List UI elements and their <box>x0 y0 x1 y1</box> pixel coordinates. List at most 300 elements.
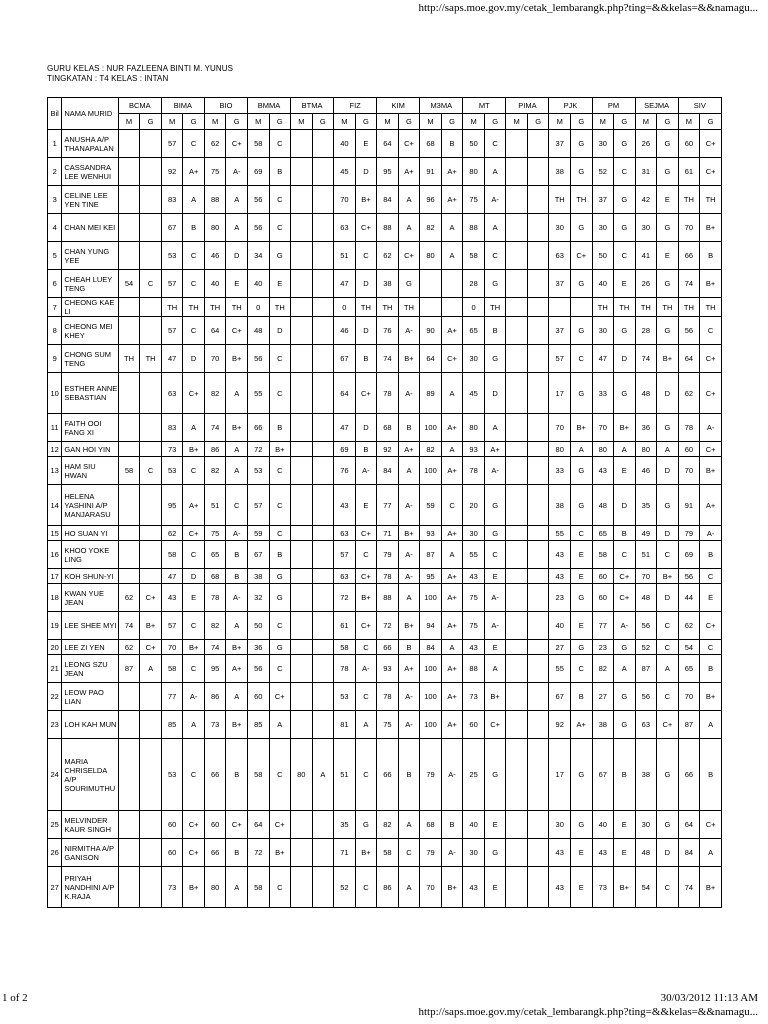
mark-cell: 62 <box>204 130 226 158</box>
mark-cell <box>291 683 313 711</box>
grade-cell: C+ <box>269 811 291 839</box>
grade-cell: C <box>269 655 291 683</box>
row-number: 10 <box>48 373 62 414</box>
print-header-url: http://saps.moe.gov.my/cetak_lembarangk.php?ting=&&kelas=&&namagu... <box>418 2 758 14</box>
mark-cell: 66 <box>678 242 700 270</box>
row-number: 13 <box>48 457 62 485</box>
grade-cell: A+ <box>570 711 592 739</box>
grade-cell: C+ <box>226 130 248 158</box>
grade-cell: C <box>570 345 592 373</box>
grade-cell: A <box>441 640 463 655</box>
grade-cell: C+ <box>700 811 722 839</box>
student-name: LEONG SZU JEAN <box>62 655 118 683</box>
grade-cell: C <box>355 739 377 811</box>
grade-cell <box>312 711 334 739</box>
mark-cell: 52 <box>334 867 356 908</box>
grade-cell: B <box>700 739 722 811</box>
mark-cell: 66 <box>377 640 399 655</box>
mark-cell: 87 <box>118 655 140 683</box>
mark-header: M <box>635 114 657 130</box>
mark-cell: 74 <box>204 414 226 442</box>
grade-cell: C+ <box>614 569 636 584</box>
mark-cell: 17 <box>549 739 571 811</box>
row-number: 17 <box>48 569 62 584</box>
student-name: MELVINDER KAUR SINGH <box>62 811 118 839</box>
mark-cell: 48 <box>635 839 657 867</box>
grade-cell: B+ <box>183 867 205 908</box>
mark-cell <box>506 345 528 373</box>
grade-cell <box>140 186 162 214</box>
grade-cell: B+ <box>183 640 205 655</box>
mark-cell <box>118 867 140 908</box>
grade-cell: D <box>657 457 679 485</box>
grade-cell: A- <box>355 457 377 485</box>
subject-header-bio: BIO <box>204 98 247 114</box>
mark-cell: 28 <box>635 317 657 345</box>
mark-cell: 52 <box>635 640 657 655</box>
grade-cell: G <box>484 526 506 541</box>
grade-cell <box>527 457 549 485</box>
grade-cell: B <box>226 739 248 811</box>
grade-cell <box>312 867 334 908</box>
mark-cell: 79 <box>678 526 700 541</box>
mark-header: M <box>291 114 313 130</box>
student-name: KOH SHUN-YI <box>62 569 118 584</box>
mark-cell: 28 <box>463 270 485 298</box>
grade-cell: B <box>226 541 248 569</box>
grade-cell <box>527 655 549 683</box>
grade-cell <box>527 526 549 541</box>
mark-cell: 66 <box>204 839 226 867</box>
grade-cell: C <box>269 373 291 414</box>
grade-cell <box>312 683 334 711</box>
grade-cell: C <box>614 158 636 186</box>
mark-cell: 64 <box>420 345 442 373</box>
grade-cell: TH <box>183 298 205 317</box>
mark-cell: 47 <box>161 569 183 584</box>
grade-header: G <box>312 114 334 130</box>
mark-cell: 33 <box>592 373 614 414</box>
grade-cell: C+ <box>226 317 248 345</box>
mark-cell: 47 <box>592 345 614 373</box>
mark-cell: 72 <box>247 839 269 867</box>
grade-header: G <box>183 114 205 130</box>
mark-cell: 73 <box>161 867 183 908</box>
table-row <box>48 640 722 655</box>
mark-cell <box>118 186 140 214</box>
mark-cell <box>118 839 140 867</box>
row-number: 11 <box>48 414 62 442</box>
mark-cell: 59 <box>420 485 442 526</box>
student-name: CHEAH LUEY TENG <box>62 270 118 298</box>
grade-cell: TH <box>484 298 506 317</box>
table-row <box>48 186 722 214</box>
grade-cell: B <box>226 569 248 584</box>
mark-cell <box>506 214 528 242</box>
mark-cell <box>291 270 313 298</box>
mark-cell: 78 <box>204 584 226 612</box>
grade-cell <box>527 711 549 739</box>
table-row <box>48 298 722 317</box>
mark-cell: 84 <box>377 186 399 214</box>
grade-cell: B <box>700 242 722 270</box>
mark-cell <box>291 345 313 373</box>
mark-cell: 38 <box>377 270 399 298</box>
mark-cell <box>291 655 313 683</box>
mark-cell: 57 <box>334 541 356 569</box>
grade-cell: E <box>700 584 722 612</box>
grade-cell: D <box>355 317 377 345</box>
mark-cell: 67 <box>592 739 614 811</box>
grade-cell: C <box>269 612 291 640</box>
mark-cell <box>506 158 528 186</box>
grade-cell <box>527 214 549 242</box>
mark-cell: 72 <box>334 584 356 612</box>
grade-cell: A <box>183 414 205 442</box>
grade-cell: D <box>269 317 291 345</box>
mark-cell: 43 <box>549 839 571 867</box>
mark-cell: 70 <box>334 186 356 214</box>
grade-cell: G <box>614 130 636 158</box>
row-number: 6 <box>48 270 62 298</box>
grade-cell: G <box>269 640 291 655</box>
mark-cell: 100 <box>420 683 442 711</box>
mark-cell <box>291 711 313 739</box>
mark-cell: 51 <box>334 739 356 811</box>
mark-cell: 43 <box>592 839 614 867</box>
mark-cell: 78 <box>377 569 399 584</box>
mark-cell: 84 <box>420 640 442 655</box>
table-row <box>48 242 722 270</box>
grade-cell: G <box>614 214 636 242</box>
table-row <box>48 158 722 186</box>
mark-cell <box>506 655 528 683</box>
mark-cell: 100 <box>420 711 442 739</box>
grade-cell: D <box>614 345 636 373</box>
row-number: 5 <box>48 242 62 270</box>
grade-cell: A <box>398 584 420 612</box>
mark-cell: 72 <box>377 612 399 640</box>
mark-cell: 55 <box>463 541 485 569</box>
mark-cell: 60 <box>678 442 700 457</box>
grade-cell: D <box>657 584 679 612</box>
grade-cell: C <box>570 526 592 541</box>
mark-cell <box>118 526 140 541</box>
mark-cell <box>506 442 528 457</box>
grade-cell: C <box>269 739 291 811</box>
mark-cell: 51 <box>204 485 226 526</box>
grade-cell: C <box>398 839 420 867</box>
mark-cell: 87 <box>678 711 700 739</box>
mark-cell: 51 <box>635 541 657 569</box>
mark-cell: 40 <box>247 270 269 298</box>
grade-cell: C <box>700 569 722 584</box>
grade-cell: B <box>570 683 592 711</box>
mark-cell: 100 <box>420 655 442 683</box>
mark-cell: 42 <box>635 186 657 214</box>
mark-cell: 74 <box>118 612 140 640</box>
mark-cell: 64 <box>204 317 226 345</box>
mark-cell: 65 <box>678 655 700 683</box>
mark-cell: 40 <box>592 811 614 839</box>
mark-cell: 46 <box>334 317 356 345</box>
grade-cell: A- <box>484 584 506 612</box>
grade-cell: A+ <box>441 569 463 584</box>
grade-cell <box>312 345 334 373</box>
grade-cell: TH <box>614 298 636 317</box>
grade-cell: A+ <box>183 158 205 186</box>
grade-cell: C+ <box>614 584 636 612</box>
mark-cell: 95 <box>204 655 226 683</box>
student-name: CHONG SUM TENG <box>62 345 118 373</box>
mark-cell <box>291 414 313 442</box>
table-row <box>48 345 722 373</box>
print-datetime: 30/03/2012 11:13 AM <box>660 992 758 1004</box>
mark-cell: 85 <box>247 711 269 739</box>
grade-cell: A- <box>398 569 420 584</box>
table-row <box>48 683 722 711</box>
mark-cell: 58 <box>247 867 269 908</box>
mark-cell: 58 <box>592 541 614 569</box>
grade-cell: C <box>269 130 291 158</box>
mark-cell: 88 <box>463 214 485 242</box>
mark-cell: 60 <box>463 711 485 739</box>
mark-cell: 40 <box>204 270 226 298</box>
grade-cell: C <box>614 541 636 569</box>
mark-cell: 86 <box>204 442 226 457</box>
mark-cell <box>506 867 528 908</box>
mark-header: M <box>420 114 442 130</box>
grade-cell: B <box>441 130 463 158</box>
grade-cell: B+ <box>700 214 722 242</box>
mark-cell: 30 <box>549 811 571 839</box>
grade-header: G <box>570 114 592 130</box>
row-number: 27 <box>48 867 62 908</box>
mark-cell: 38 <box>592 711 614 739</box>
mark-header: M <box>549 114 571 130</box>
grade-cell: A- <box>484 186 506 214</box>
print-footer-url: http://saps.moe.gov.my/cetak_lembarangk.php?ting=&&kelas=&&namagu... <box>418 1006 758 1018</box>
page-number: 1 of 2 <box>2 992 28 1004</box>
mark-cell: 36 <box>635 414 657 442</box>
grade-cell: A <box>398 811 420 839</box>
mark-cell: 75 <box>463 612 485 640</box>
mark-cell: 93 <box>463 442 485 457</box>
grade-cell <box>527 414 549 442</box>
grade-cell: D <box>484 373 506 414</box>
grade-cell <box>441 270 463 298</box>
grade-cell <box>527 612 549 640</box>
grade-cell: A <box>484 214 506 242</box>
mark-cell: 88 <box>377 584 399 612</box>
grade-cell: B+ <box>226 414 248 442</box>
grade-header: G <box>614 114 636 130</box>
mark-cell: 60 <box>161 811 183 839</box>
mark-cell: 26 <box>635 270 657 298</box>
mark-cell: 69 <box>678 541 700 569</box>
student-name: KHOO YOKE LING <box>62 541 118 569</box>
mark-cell: 47 <box>161 345 183 373</box>
mark-cell: 70 <box>678 457 700 485</box>
mark-cell: 65 <box>463 317 485 345</box>
mark-cell: 0 <box>463 298 485 317</box>
mark-cell: 66 <box>377 739 399 811</box>
grade-cell: B <box>183 214 205 242</box>
grade-cell: G <box>657 130 679 158</box>
grade-cell <box>527 130 549 158</box>
grade-cell: A- <box>226 526 248 541</box>
grade-cell: G <box>657 485 679 526</box>
mark-cell: 67 <box>247 541 269 569</box>
mark-cell: 86 <box>377 867 399 908</box>
row-number: 9 <box>48 345 62 373</box>
mark-cell <box>506 373 528 414</box>
mark-cell: 63 <box>334 214 356 242</box>
grade-cell <box>140 711 162 739</box>
mark-cell: 40 <box>334 130 356 158</box>
grade-cell: G <box>657 317 679 345</box>
grade-cell: G <box>269 584 291 612</box>
row-number: 12 <box>48 442 62 457</box>
grade-cell <box>312 612 334 640</box>
mark-cell <box>549 298 571 317</box>
grade-cell <box>140 839 162 867</box>
mark-cell: 35 <box>334 811 356 839</box>
student-name: CELINE LEE YEN TINE <box>62 186 118 214</box>
grade-cell: C+ <box>183 526 205 541</box>
table-row <box>48 569 722 584</box>
grade-cell: D <box>226 242 248 270</box>
row-number: 14 <box>48 485 62 526</box>
mark-cell: 88 <box>204 186 226 214</box>
mark-cell: TH <box>377 298 399 317</box>
grade-cell: G <box>614 640 636 655</box>
mark-cell: 58 <box>118 457 140 485</box>
subject-header-row <box>48 98 722 114</box>
grade-cell: A <box>226 457 248 485</box>
grade-cell: C+ <box>398 242 420 270</box>
grade-cell: C <box>269 186 291 214</box>
grade-cell: E <box>355 130 377 158</box>
grade-cell <box>140 867 162 908</box>
grade-cell <box>140 298 162 317</box>
grade-cell: B+ <box>140 612 162 640</box>
grade-cell: C+ <box>700 442 722 457</box>
mark-cell: 53 <box>161 739 183 811</box>
mark-cell: 92 <box>377 442 399 457</box>
mark-cell <box>291 298 313 317</box>
subject-header-kim: KIM <box>377 98 420 114</box>
mark-cell <box>506 526 528 541</box>
row-number: 24 <box>48 739 62 811</box>
mark-cell: 62 <box>118 584 140 612</box>
grade-cell: G <box>398 270 420 298</box>
mark-cell: 60 <box>161 839 183 867</box>
grade-cell <box>527 683 549 711</box>
mark-cell: 79 <box>420 739 442 811</box>
grade-cell: C <box>269 867 291 908</box>
grade-cell: C <box>484 242 506 270</box>
mark-cell: 83 <box>161 186 183 214</box>
grade-cell: B+ <box>700 683 722 711</box>
grade-cell: D <box>614 485 636 526</box>
grade-cell: C+ <box>657 711 679 739</box>
grade-cell: C+ <box>398 130 420 158</box>
grade-cell: TH <box>226 298 248 317</box>
mark-cell: 73 <box>463 683 485 711</box>
mark-cell: 43 <box>463 640 485 655</box>
mark-cell <box>506 298 528 317</box>
grade-cell: C+ <box>355 373 377 414</box>
mark-cell <box>118 569 140 584</box>
mark-cell: 53 <box>334 683 356 711</box>
mark-cell: 56 <box>247 345 269 373</box>
grade-cell: C+ <box>355 612 377 640</box>
grade-cell: A <box>398 214 420 242</box>
row-number: 26 <box>48 839 62 867</box>
grade-cell: A- <box>183 683 205 711</box>
mark-cell: 62 <box>678 612 700 640</box>
mark-cell: 70 <box>161 640 183 655</box>
mark-cell: 85 <box>161 711 183 739</box>
mark-cell: 74 <box>204 640 226 655</box>
mark-cell <box>506 186 528 214</box>
student-name: GAN HOI YIN <box>62 442 118 457</box>
grade-cell: G <box>570 485 592 526</box>
grade-cell <box>312 373 334 414</box>
grade-cell: A+ <box>441 655 463 683</box>
grade-cell: C <box>269 457 291 485</box>
grade-cell: C+ <box>484 711 506 739</box>
grade-cell <box>527 569 549 584</box>
mark-header: M <box>377 114 399 130</box>
grade-cell: C+ <box>183 839 205 867</box>
mark-cell: 61 <box>678 158 700 186</box>
table-row <box>48 655 722 683</box>
grade-cell: E <box>614 811 636 839</box>
grade-cell: C <box>657 640 679 655</box>
grade-cell: A <box>700 839 722 867</box>
grade-cell: D <box>183 569 205 584</box>
mark-cell: 62 <box>118 640 140 655</box>
grade-cell: A <box>226 186 248 214</box>
grade-cell <box>312 485 334 526</box>
grade-cell: A+ <box>441 158 463 186</box>
grade-cell: B <box>355 442 377 457</box>
mark-cell: 67 <box>161 214 183 242</box>
grade-cell: A <box>484 655 506 683</box>
grade-cell <box>527 867 549 908</box>
subject-header-sejma: SEJMA <box>635 98 678 114</box>
grade-cell: G <box>269 242 291 270</box>
mark-cell: 75 <box>463 584 485 612</box>
mark-cell <box>291 317 313 345</box>
grade-cell: A <box>570 442 592 457</box>
grade-cell: C <box>441 485 463 526</box>
mark-cell: 82 <box>204 612 226 640</box>
grade-cell: B+ <box>657 569 679 584</box>
grade-cell: C <box>700 640 722 655</box>
subject-header-bima: BIMA <box>161 98 204 114</box>
grade-cell: C <box>657 612 679 640</box>
mark-cell: TH <box>592 298 614 317</box>
mark-cell: 30 <box>592 214 614 242</box>
grade-cell: A <box>355 711 377 739</box>
grade-cell <box>527 270 549 298</box>
table-row <box>48 442 722 457</box>
grade-cell: A <box>484 158 506 186</box>
grade-cell: A <box>226 373 248 414</box>
